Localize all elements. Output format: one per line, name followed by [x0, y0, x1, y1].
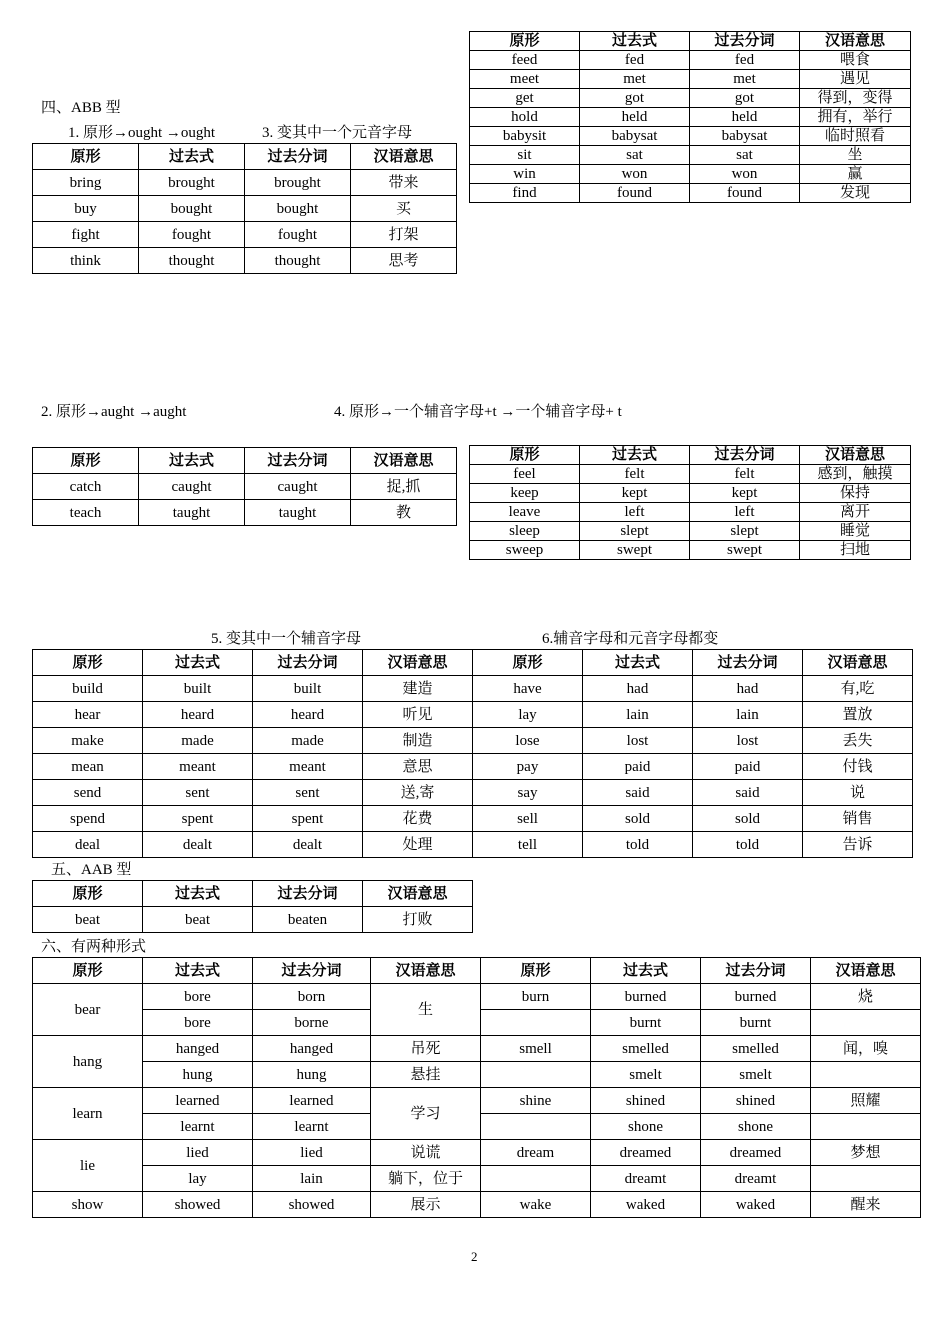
table-row	[33, 196, 457, 222]
page-number: 2	[471, 1249, 478, 1264]
base-form-cell: win	[470, 165, 580, 184]
base-form-cell: burn	[481, 984, 591, 1010]
table-row	[470, 484, 911, 503]
header-participle: 过去分词	[690, 32, 800, 51]
base-form-cell: teach	[33, 500, 139, 526]
past-participle-cell: had	[693, 676, 803, 702]
table-row	[33, 806, 913, 832]
meaning-cell: 悬挂	[371, 1062, 481, 1088]
table-row	[470, 522, 911, 541]
base-form-cell: sleep	[470, 522, 580, 541]
base-form-cell: deal	[33, 832, 143, 858]
past-participle-cell: shined	[701, 1088, 811, 1114]
past-tense-cell: made	[143, 728, 253, 754]
past-tense-cell: bore	[143, 1010, 253, 1036]
past-tense-cell: taught	[139, 500, 245, 526]
table-row	[33, 754, 913, 780]
meaning-cell: 带来	[351, 170, 457, 196]
meaning-cell: 销售	[803, 806, 913, 832]
past-tense-cell: shined	[591, 1088, 701, 1114]
past-tense-cell: swept	[580, 541, 690, 560]
base-form-cell: buy	[33, 196, 139, 222]
table-row	[33, 1088, 921, 1114]
past-tense-cell: lain	[583, 702, 693, 728]
meaning-cell: 说	[803, 780, 913, 806]
past-participle-cell: got	[690, 89, 800, 108]
table-row	[470, 127, 911, 146]
meaning-cell: 听见	[363, 702, 473, 728]
past-participle-cell: held	[690, 108, 800, 127]
header-base: 原形	[33, 144, 139, 170]
base-form-cell: get	[470, 89, 580, 108]
meaning-cell: 处理	[363, 832, 473, 858]
base-form-cell: catch	[33, 474, 139, 500]
section-two-forms-heading: 六、有两种形式	[41, 939, 147, 955]
past-participle-cell: said	[693, 780, 803, 806]
past-tense-cell: sent	[143, 780, 253, 806]
past-participle-cell: met	[690, 70, 800, 89]
table-row	[33, 676, 913, 702]
base-form-cell: pay	[473, 754, 583, 780]
past-participle-cell: bought	[245, 196, 351, 222]
past-participle-cell: dreamed	[701, 1140, 811, 1166]
table-row	[33, 170, 457, 196]
header-meaning: 汉语意思	[371, 958, 481, 984]
past-tense-cell: shone	[591, 1114, 701, 1140]
past-participle-cell: burnt	[701, 1010, 811, 1036]
header-participle: 过去分词	[701, 958, 811, 984]
base-form-cell: keep	[470, 484, 580, 503]
past-tense-cell: found	[580, 184, 690, 203]
past-tense-cell: lost	[583, 728, 693, 754]
past-tense-cell: bore	[143, 984, 253, 1010]
meaning-cell: 建造	[363, 676, 473, 702]
past-participle-cell: taught	[245, 500, 351, 526]
past-participle-cell: babysat	[690, 127, 800, 146]
past-participle-cell: thought	[245, 248, 351, 274]
past-tense-cell: caught	[139, 474, 245, 500]
past-participle-cell: heard	[253, 702, 363, 728]
past-tense-cell: lay	[143, 1166, 253, 1192]
section-aab-heading: 五、AAB 型	[51, 862, 132, 878]
past-participle-cell: sold	[693, 806, 803, 832]
meaning-cell: 梦想	[811, 1140, 921, 1166]
past-tense-cell: won	[580, 165, 690, 184]
past-tense-cell: got	[580, 89, 690, 108]
past-tense-cell: slept	[580, 522, 690, 541]
past-tense-cell: paid	[583, 754, 693, 780]
base-form-cell: wake	[481, 1192, 591, 1218]
meaning-cell: 展示	[371, 1192, 481, 1218]
meaning-cell: 思考	[351, 248, 457, 274]
meaning-cell	[811, 1062, 921, 1088]
base-form-cell: have	[473, 676, 583, 702]
meaning-cell: 烧	[811, 984, 921, 1010]
past-tense-cell: learned	[143, 1088, 253, 1114]
base-form-cell: tell	[473, 832, 583, 858]
base-form-cell: learn	[33, 1088, 143, 1140]
past-tense-cell: felt	[580, 465, 690, 484]
header-past: 过去式	[139, 144, 245, 170]
base-form-cell: hear	[33, 702, 143, 728]
past-tense-cell: sat	[580, 146, 690, 165]
base-form-cell: babysit	[470, 127, 580, 146]
header-participle: 过去分词	[245, 448, 351, 474]
meaning-cell: 买	[351, 196, 457, 222]
header-participle: 过去分词	[253, 650, 363, 676]
meaning-cell: 生	[371, 984, 481, 1036]
past-participle-cell: paid	[693, 754, 803, 780]
table-header-row	[33, 448, 457, 474]
meaning-cell: 醒来	[811, 1192, 921, 1218]
table-row	[33, 702, 913, 728]
past-tense-cell: thought	[139, 248, 245, 274]
meaning-cell: 打败	[363, 907, 473, 933]
base-form-cell: shine	[481, 1088, 591, 1114]
header-meaning: 汉语意思	[363, 650, 473, 676]
base-form-cell: lie	[33, 1140, 143, 1192]
meaning-cell: 学习	[371, 1088, 481, 1140]
table-row	[470, 89, 911, 108]
header-base: 原形	[33, 958, 143, 984]
table-row	[470, 503, 911, 522]
table-row	[33, 984, 921, 1010]
meaning-cell: 告诉	[803, 832, 913, 858]
table-row	[33, 907, 473, 933]
base-form-cell: make	[33, 728, 143, 754]
header-base: 原形	[33, 881, 143, 907]
table-ought	[32, 143, 457, 274]
past-participle-cell: learnt	[253, 1114, 371, 1140]
base-form-cell: feed	[470, 51, 580, 70]
meaning-cell: 临时照看	[800, 127, 911, 146]
base-form-cell	[481, 1010, 591, 1036]
past-tense-cell: built	[143, 676, 253, 702]
header-meaning: 汉语意思	[351, 144, 457, 170]
past-tense-cell: learnt	[143, 1114, 253, 1140]
past-participle-cell: smelt	[701, 1062, 811, 1088]
header-past: 过去式	[580, 446, 690, 465]
section-abb-heading: 四、ABB 型	[41, 100, 121, 116]
past-tense-cell: heard	[143, 702, 253, 728]
base-form-cell	[481, 1114, 591, 1140]
past-tense-cell: dreamt	[591, 1166, 701, 1192]
table-row	[33, 832, 913, 858]
label-both-change: 6.辅音字母和元音字母都变	[542, 631, 719, 647]
meaning-cell: 照耀	[811, 1088, 921, 1114]
base-form-cell: leave	[470, 503, 580, 522]
past-tense-cell: hung	[143, 1062, 253, 1088]
base-form-cell: fight	[33, 222, 139, 248]
table-row	[33, 1192, 921, 1218]
base-form-cell: meet	[470, 70, 580, 89]
label-aught: 2. 原形→aught →aught	[41, 404, 187, 420]
header-participle: 过去分词	[253, 881, 363, 907]
past-participle-cell: told	[693, 832, 803, 858]
base-form-cell: dream	[481, 1140, 591, 1166]
past-participle-cell: won	[690, 165, 800, 184]
past-tense-cell: smelled	[591, 1036, 701, 1062]
header-participle: 过去分词	[245, 144, 351, 170]
header-base: 原形	[473, 650, 583, 676]
past-participle-cell: hung	[253, 1062, 371, 1088]
table-header-row	[33, 958, 921, 984]
meaning-cell: 送,寄	[363, 780, 473, 806]
header-past: 过去式	[580, 32, 690, 51]
base-form-cell	[481, 1166, 591, 1192]
table-row	[470, 465, 911, 484]
past-tense-cell: spent	[143, 806, 253, 832]
past-participle-cell: felt	[690, 465, 800, 484]
meaning-cell	[811, 1166, 921, 1192]
table-header-row	[33, 650, 913, 676]
past-participle-cell: hanged	[253, 1036, 371, 1062]
past-tense-cell: bought	[139, 196, 245, 222]
header-meaning: 汉语意思	[351, 448, 457, 474]
base-form-cell: spend	[33, 806, 143, 832]
table-row	[33, 728, 913, 754]
past-participle-cell: waked	[701, 1192, 811, 1218]
base-form-cell: beat	[33, 907, 143, 933]
header-past: 过去式	[143, 881, 253, 907]
meaning-cell: 得到，变得	[800, 89, 911, 108]
past-participle-cell: made	[253, 728, 363, 754]
base-form-cell: send	[33, 780, 143, 806]
meaning-cell: 制造	[363, 728, 473, 754]
header-base: 原形	[33, 650, 143, 676]
meaning-cell: 捉,抓	[351, 474, 457, 500]
table-row	[470, 146, 911, 165]
past-tense-cell: meant	[143, 754, 253, 780]
base-form-cell: smell	[481, 1036, 591, 1062]
label-consonant-t: 4. 原形→一个辅音字母+t →一个辅音字母+ t	[334, 404, 622, 420]
past-participle-cell: dreamt	[701, 1166, 811, 1192]
meaning-cell: 离开	[800, 503, 911, 522]
meaning-cell: 拥有，举行	[800, 108, 911, 127]
meaning-cell: 打架	[351, 222, 457, 248]
past-tense-cell: dreamed	[591, 1140, 701, 1166]
meaning-cell: 有,吃	[803, 676, 913, 702]
meaning-cell: 吊死	[371, 1036, 481, 1062]
header-past: 过去式	[143, 958, 253, 984]
past-tense-cell: met	[580, 70, 690, 89]
meaning-cell: 坐	[800, 146, 911, 165]
header-past: 过去式	[583, 650, 693, 676]
header-meaning: 汉语意思	[811, 958, 921, 984]
past-participle-cell: sat	[690, 146, 800, 165]
meaning-cell: 保持	[800, 484, 911, 503]
meaning-cell: 躺下，位于	[371, 1166, 481, 1192]
table-row	[33, 1036, 921, 1062]
header-base: 原形	[33, 448, 139, 474]
meaning-cell: 赢	[800, 165, 911, 184]
past-participle-cell: fed	[690, 51, 800, 70]
base-form-cell: build	[33, 676, 143, 702]
table-row	[470, 541, 911, 560]
past-tense-cell: lied	[143, 1140, 253, 1166]
meaning-cell: 扫地	[800, 541, 911, 560]
past-tense-cell: left	[580, 503, 690, 522]
past-tense-cell: babysat	[580, 127, 690, 146]
meaning-cell: 喂食	[800, 51, 911, 70]
meaning-cell: 丢失	[803, 728, 913, 754]
table-row	[33, 1166, 921, 1192]
base-form-cell: feel	[470, 465, 580, 484]
table-header-row	[470, 32, 911, 51]
past-participle-cell: kept	[690, 484, 800, 503]
past-participle-cell: shone	[701, 1114, 811, 1140]
past-participle-cell: lain	[693, 702, 803, 728]
table-row	[470, 51, 911, 70]
table-row	[33, 1140, 921, 1166]
base-form-cell: hang	[33, 1036, 143, 1088]
table-row	[33, 500, 457, 526]
past-participle-cell: beaten	[253, 907, 363, 933]
header-participle: 过去分词	[693, 650, 803, 676]
meaning-cell: 发现	[800, 184, 911, 203]
table-header-row	[470, 446, 911, 465]
past-participle-cell: left	[690, 503, 800, 522]
base-form-cell: find	[470, 184, 580, 203]
table-vowel-change	[469, 31, 911, 203]
header-base: 原形	[481, 958, 591, 984]
past-participle-cell: meant	[253, 754, 363, 780]
past-participle-cell: burned	[701, 984, 811, 1010]
table-row	[470, 184, 911, 203]
meaning-cell: 教	[351, 500, 457, 526]
past-participle-cell: lied	[253, 1140, 371, 1166]
past-tense-cell: hanged	[143, 1036, 253, 1062]
meaning-cell	[811, 1010, 921, 1036]
label-consonant-change: 5. 变其中一个辅音字母	[211, 631, 362, 647]
past-tense-cell: showed	[143, 1192, 253, 1218]
table-row	[33, 1062, 921, 1088]
base-form-cell: sell	[473, 806, 583, 832]
meaning-cell: 付钱	[803, 754, 913, 780]
meaning-cell: 睡觉	[800, 522, 911, 541]
past-tense-cell: told	[583, 832, 693, 858]
table-row	[470, 108, 911, 127]
header-meaning: 汉语意思	[363, 881, 473, 907]
past-tense-cell: beat	[143, 907, 253, 933]
past-tense-cell: had	[583, 676, 693, 702]
past-tense-cell: brought	[139, 170, 245, 196]
base-form-cell	[481, 1062, 591, 1088]
table-header-row	[33, 881, 473, 907]
past-tense-cell: dealt	[143, 832, 253, 858]
past-participle-cell: born	[253, 984, 371, 1010]
table-row	[33, 780, 913, 806]
table-row	[33, 474, 457, 500]
header-past: 过去式	[591, 958, 701, 984]
table-row	[33, 248, 457, 274]
header-participle: 过去分词	[253, 958, 371, 984]
past-participle-cell: borne	[253, 1010, 371, 1036]
past-tense-cell: kept	[580, 484, 690, 503]
meaning-cell: 花费	[363, 806, 473, 832]
base-form-cell: show	[33, 1192, 143, 1218]
header-past: 过去式	[139, 448, 245, 474]
past-tense-cell: burnt	[591, 1010, 701, 1036]
meaning-cell: 遇见	[800, 70, 911, 89]
past-participle-cell: lain	[253, 1166, 371, 1192]
past-tense-cell: burned	[591, 984, 701, 1010]
past-tense-cell: said	[583, 780, 693, 806]
past-participle-cell: smelled	[701, 1036, 811, 1062]
table-aught	[32, 447, 457, 526]
past-participle-cell: caught	[245, 474, 351, 500]
meaning-cell: 闻，嗅	[811, 1036, 921, 1062]
base-form-cell: sweep	[470, 541, 580, 560]
past-tense-cell: sold	[583, 806, 693, 832]
past-tense-cell: smelt	[591, 1062, 701, 1088]
base-form-cell: lose	[473, 728, 583, 754]
header-past: 过去式	[143, 650, 253, 676]
meaning-cell: 置放	[803, 702, 913, 728]
table-row	[33, 222, 457, 248]
meaning-cell: 感到，触摸	[800, 465, 911, 484]
table-aab	[32, 880, 473, 933]
meaning-cell	[811, 1114, 921, 1140]
past-participle-cell: swept	[690, 541, 800, 560]
base-form-cell: sit	[470, 146, 580, 165]
header-meaning: 汉语意思	[800, 32, 911, 51]
past-participle-cell: slept	[690, 522, 800, 541]
header-meaning: 汉语意思	[803, 650, 913, 676]
table-header-row	[33, 144, 457, 170]
base-form-cell: bear	[33, 984, 143, 1036]
base-form-cell: mean	[33, 754, 143, 780]
header-participle: 过去分词	[690, 446, 800, 465]
header-meaning: 汉语意思	[800, 446, 911, 465]
table-consonant-t	[469, 445, 911, 560]
past-tense-cell: fed	[580, 51, 690, 70]
table-two-forms	[32, 957, 921, 1218]
past-participle-cell: spent	[253, 806, 363, 832]
header-base: 原形	[470, 32, 580, 51]
table-consonant-and-both-change	[32, 649, 913, 858]
past-tense-cell: fought	[139, 222, 245, 248]
base-form-cell: bring	[33, 170, 139, 196]
past-participle-cell: fought	[245, 222, 351, 248]
past-tense-cell: held	[580, 108, 690, 127]
past-participle-cell: brought	[245, 170, 351, 196]
table-row	[470, 70, 911, 89]
base-form-cell: hold	[470, 108, 580, 127]
base-form-cell: think	[33, 248, 139, 274]
label-ought: 1. 原形→ought →ought	[68, 125, 216, 141]
header-base: 原形	[470, 446, 580, 465]
past-tense-cell: waked	[591, 1192, 701, 1218]
base-form-cell: lay	[473, 702, 583, 728]
past-participle-cell: learned	[253, 1088, 371, 1114]
meaning-cell: 说谎	[371, 1140, 481, 1166]
past-participle-cell: found	[690, 184, 800, 203]
past-participle-cell: dealt	[253, 832, 363, 858]
label-vowel-change: 3. 变其中一个元音字母	[262, 125, 413, 141]
past-participle-cell: showed	[253, 1192, 371, 1218]
past-participle-cell: lost	[693, 728, 803, 754]
base-form-cell: say	[473, 780, 583, 806]
past-participle-cell: built	[253, 676, 363, 702]
table-row	[470, 165, 911, 184]
meaning-cell: 意思	[363, 754, 473, 780]
past-participle-cell: sent	[253, 780, 363, 806]
